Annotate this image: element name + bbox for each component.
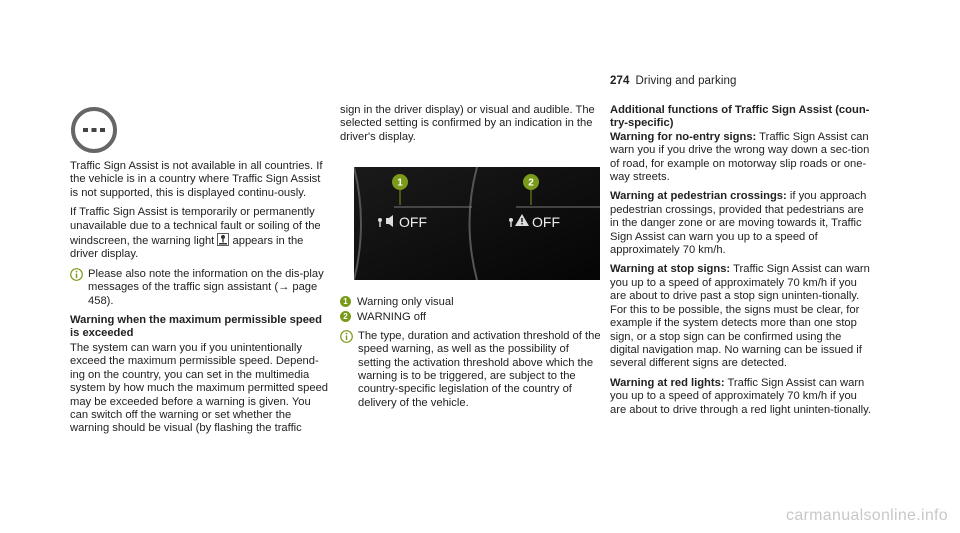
panel1-off-label: OFF: [399, 214, 427, 230]
function-item: Warning for no-entry signs: Traffic Sign Assist can warn you if you drive the wrong way down a sec-tion of road, for example on motorway slip roads or one-way streets.: [610, 130, 870, 184]
page-header: [610, 75, 736, 87]
function-item: Warning at red lights: Traffic Sign Assist can warn you up to a speed of approximately 70 km/h if you are about to drive through a red light uninten-tionally.: [610, 376, 871, 416]
paragraph: Traffic Sign Assist is not available in all countries. If the vehicle is in a country where Traffic Sign Assist is not supported, this is displayed continu-ously.: [70, 160, 323, 199]
page-number: 274: [610, 75, 630, 87]
figure-image: [354, 167, 600, 280]
traffic-sign-unavailable-icon: [70, 106, 118, 154]
callout-1: [392, 174, 408, 190]
svg-text:2: 2: [528, 177, 534, 189]
column-2: [340, 104, 602, 150]
display-figure: [354, 167, 600, 280]
section-heading: Warning when the maximum permissible speed is exceeded: [70, 314, 322, 340]
info-note: [70, 268, 330, 308]
info-icon: [70, 268, 83, 281]
paragraph: The system can warn you if you unintentionally exceed the maximum permissible speed. Depend-ing on the country, you can set in the multimedia system by how much the maximum permitted speed may be exceeded before a warning is given. You can switch off the warning or set whether the warning should be visual (by flashing the traffic: [70, 341, 329, 435]
warning-light-icon: [217, 233, 229, 246]
note-text: The type, duration and activation threshold of the speed warning, as well as the possibility of setting the activation threshold above which the warning is to be triggered, are subject to the country-specific legislation of the country of delivery of the vehicle.: [358, 329, 601, 409]
section-heading: Additional functions of Traffic Sign Assist (coun-try-specific): [610, 104, 870, 130]
watermark: carmanualsonline.info: [786, 507, 948, 524]
function-item: Warning at stop signs: Traffic Sign Assist can warn you up to a speed of approximately 70 km/h if you are about to drive past a stop sign uninten-tionally. For this to be possible, the signs must be clear, for example if the system detects more than one stop sign, or a stop sign can be confirmed using the digital navigation map. No warning can be issued if several different signs are detected.: [610, 263, 870, 370]
section-title: Driving and parking: [635, 75, 737, 87]
callout-2: [523, 174, 539, 190]
paragraph: sign in the driver display) or visual and audible. The selected setting is confirmed by an indication in the driver's display.: [340, 104, 595, 143]
note-text: Please also note the information on the dis-play messages of the traffic sign assistant (→ page 458).: [88, 267, 324, 307]
figure-legend: [340, 296, 602, 416]
column-1: [70, 160, 330, 442]
panel2-off-label: OFF: [532, 214, 560, 230]
svg-text:1: 1: [397, 177, 403, 189]
legend-item-2: 2 WARNING off: [340, 311, 602, 324]
info-icon: [340, 330, 353, 343]
function-item: Warning at pedestrian crossings: if you approach pedestrian crossings, provided that pedestrians are in the danger zone or are moving towards it, Traffic Sign Assist can warn you up to a speed of approximately 70 km/h.: [610, 190, 867, 257]
info-note: [340, 330, 602, 410]
paragraph: If Traffic Sign Assist is temporarily or permanently unavailable due to a technical fault or soiling of the windscreen, the warning light appears in the driver display.: [70, 206, 321, 261]
column-3: [610, 104, 872, 423]
legend-item-1: 1 Warning only visual: [340, 296, 602, 309]
